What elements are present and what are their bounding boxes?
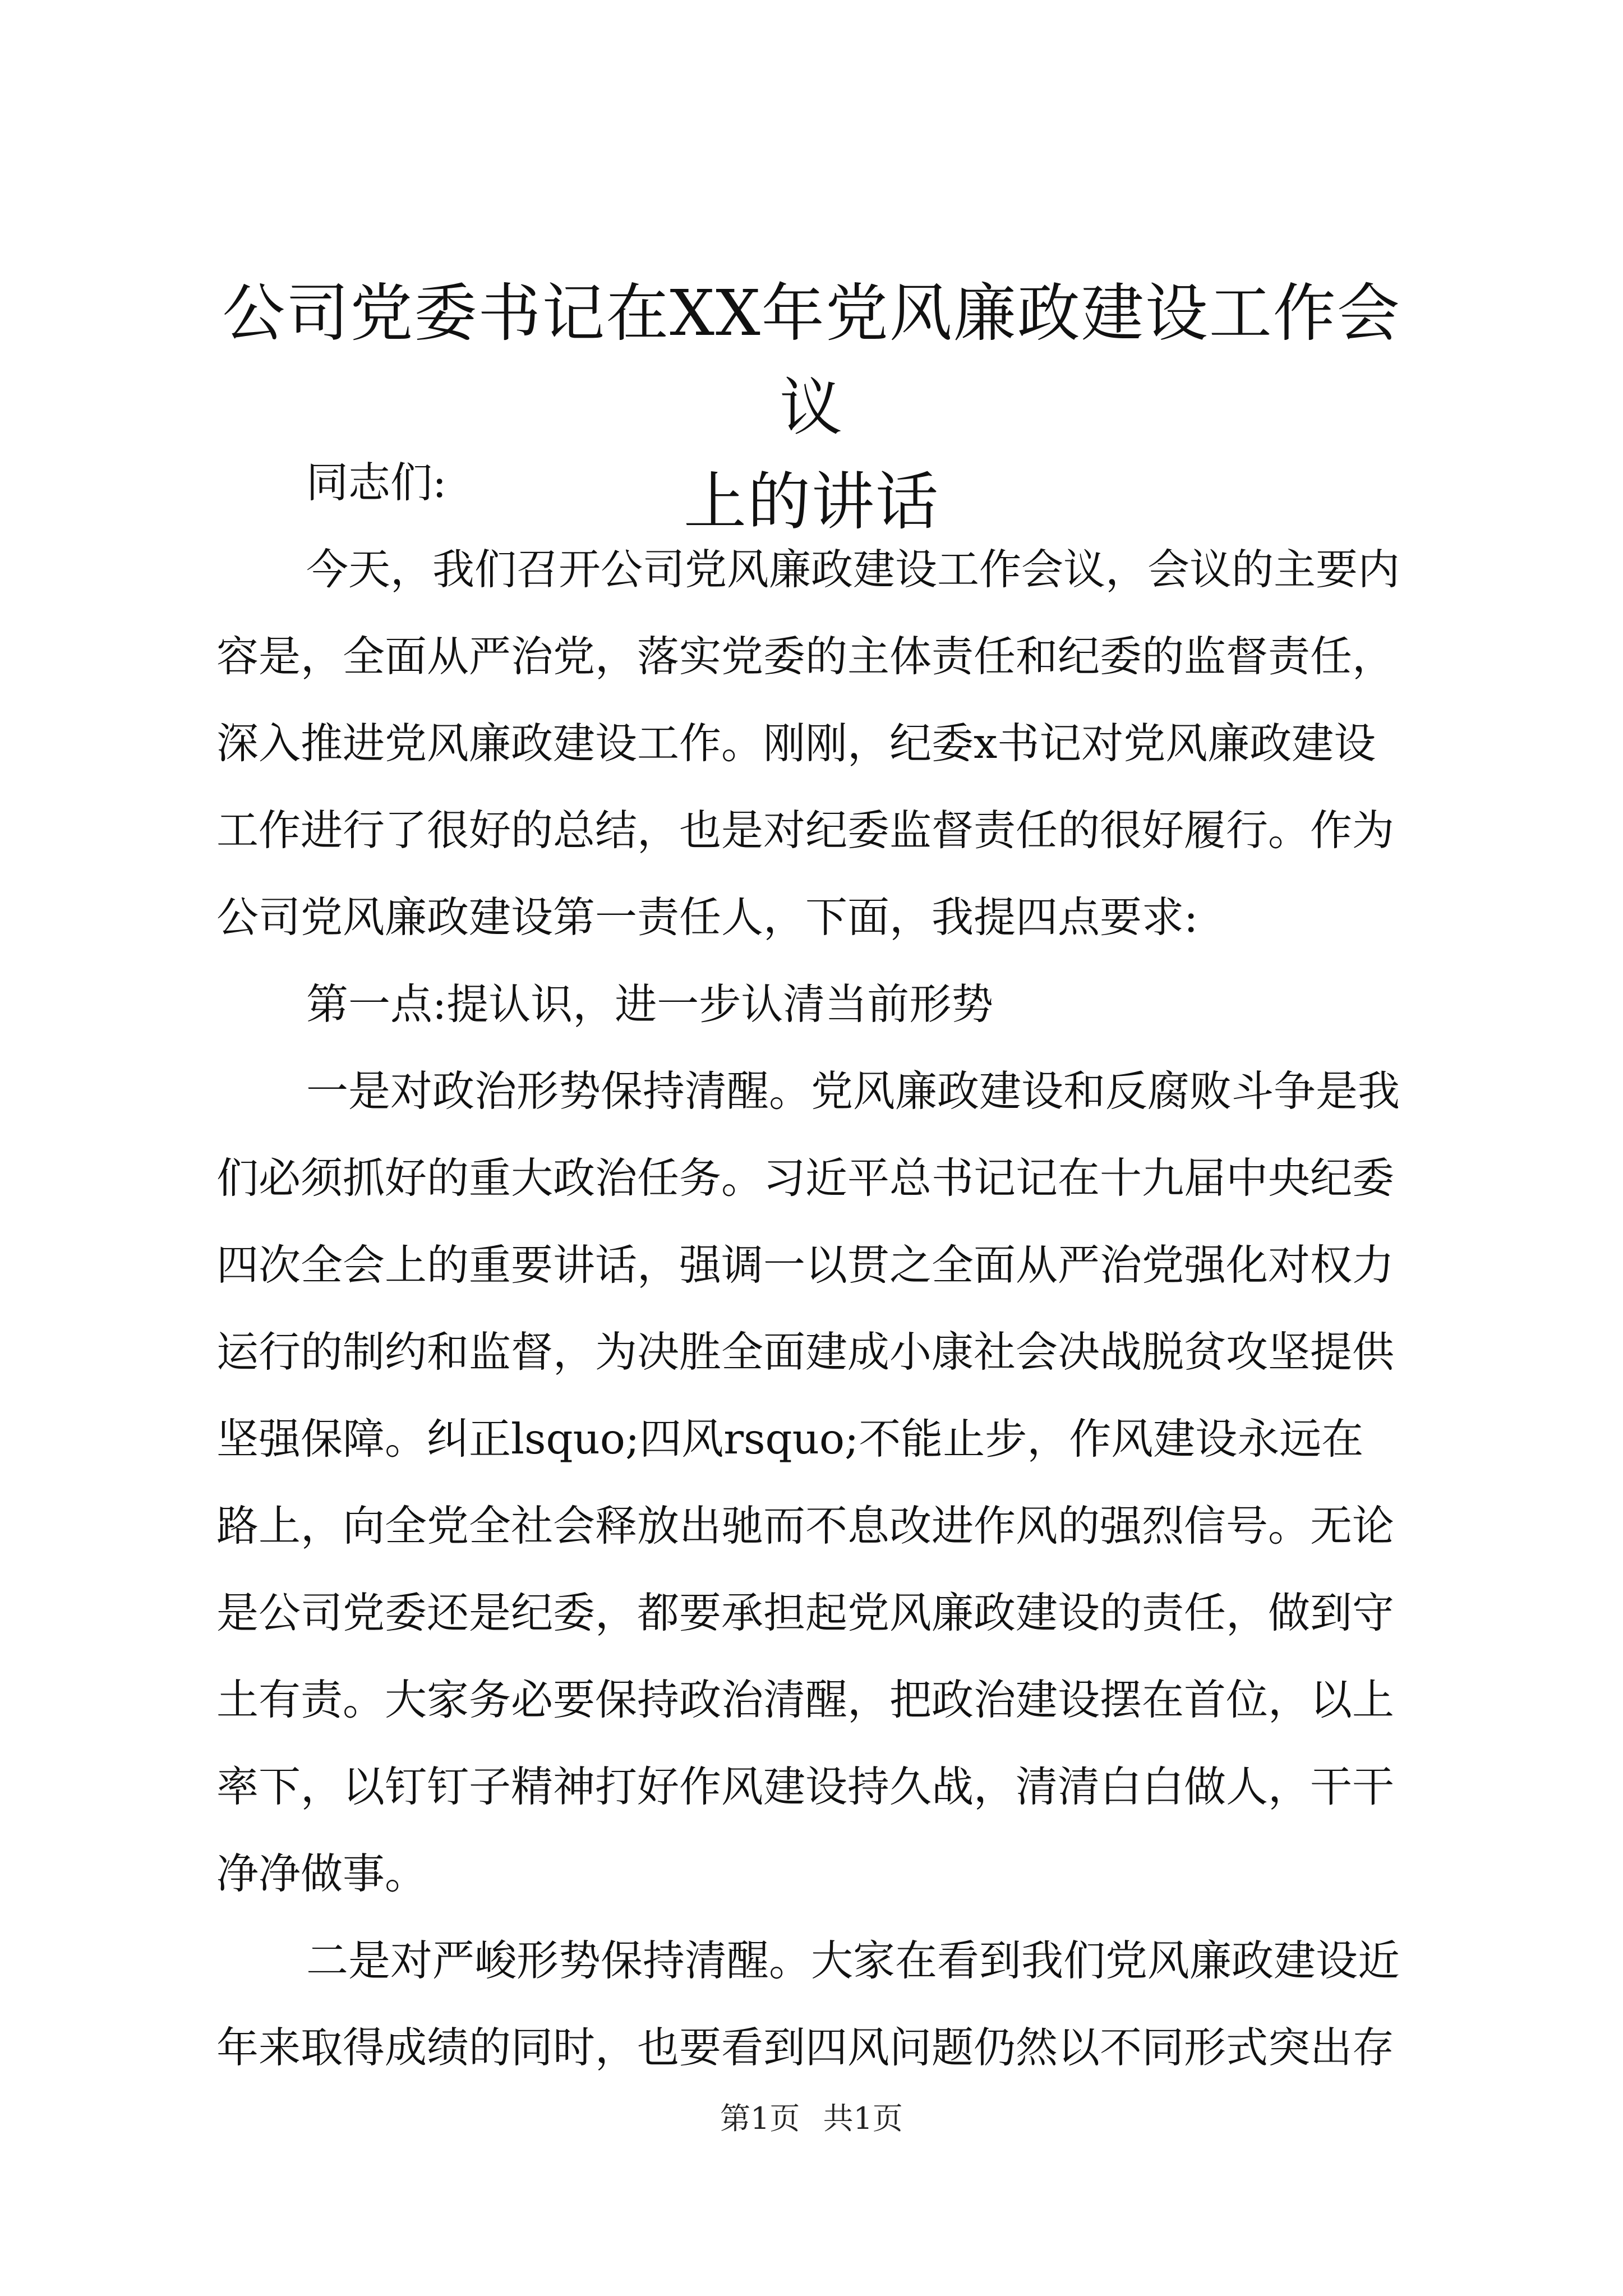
body-line: 容是，全面从严治党，落实党委的主体责任和纪委的监督责任， <box>216 632 1395 681</box>
section-heading: 第一点:提认识，进一步认清当前形势 <box>306 979 994 1029</box>
page-total: 共1页 <box>823 2101 903 2136</box>
body-line: 运行的制约和监督，为决胜全面建成小康社会决战脱贫攻坚提供 <box>216 1327 1395 1377</box>
body-line: 一是对政治形势保持清醒。党风廉政建设和反腐败斗争是我 <box>306 1066 1400 1116</box>
body-line: 路上，向全党全社会释放出驰而不息改进作风的强烈信号。无论 <box>216 1501 1395 1550</box>
body-line: 是公司党委还是纪委，都要承担起党风廉政建设的责任，做到守 <box>216 1588 1395 1637</box>
body-line: 二是对严峻形势保持清醒。大家在看到我们党风廉政建设近 <box>306 1936 1400 1985</box>
page-number: 第1页 <box>720 2101 800 2136</box>
body-line: 深入推进党风廉政建设工作。刚刚，纪委x书记对党风廉政建设 <box>216 719 1376 768</box>
body-line: 们必须抓好的重大政治任务。习近平总书记记在十九届中央纪委 <box>216 1153 1395 1203</box>
body-line: 年来取得成绩的同时，也要看到四风问题仍然以不同形式突出存 <box>216 2023 1395 2072</box>
body-line: 土有责。大家务必要保持政治清醒，把政治建设摆在首位，以上 <box>216 1675 1395 1724</box>
body-line: 净净做事。 <box>216 1849 427 1898</box>
page-footer <box>0 2099 1623 2138</box>
body-line: 公司党风廉政建设第一责任人，下面，我提四点要求: <box>216 892 1198 942</box>
body-line: 工作进行了很好的总结，也是对纪委监督责任的很好履行。作为 <box>216 806 1395 855</box>
body-line: 今天，我们召开公司党风廉政建设工作会议，会议的主要内 <box>306 545 1400 594</box>
body-line: 同志们: <box>306 458 447 507</box>
body-line: 四次全会上的重要讲话，强调一以贯之全面从严治党强化对权力 <box>216 1240 1395 1290</box>
title-line-2: 上的讲话 <box>684 466 939 539</box>
body-line: 率下，以钉钉子精神打好作风建设持久战，清清白白做人，干干 <box>216 1762 1395 1811</box>
body-line: 坚强保障。纠正lsquo;四风rsquo;不能止步，作风建设永远在 <box>216 1414 1364 1464</box>
title-line-1: 公司党委书记在XX年党风廉政建设工作会议 <box>222 277 1401 444</box>
